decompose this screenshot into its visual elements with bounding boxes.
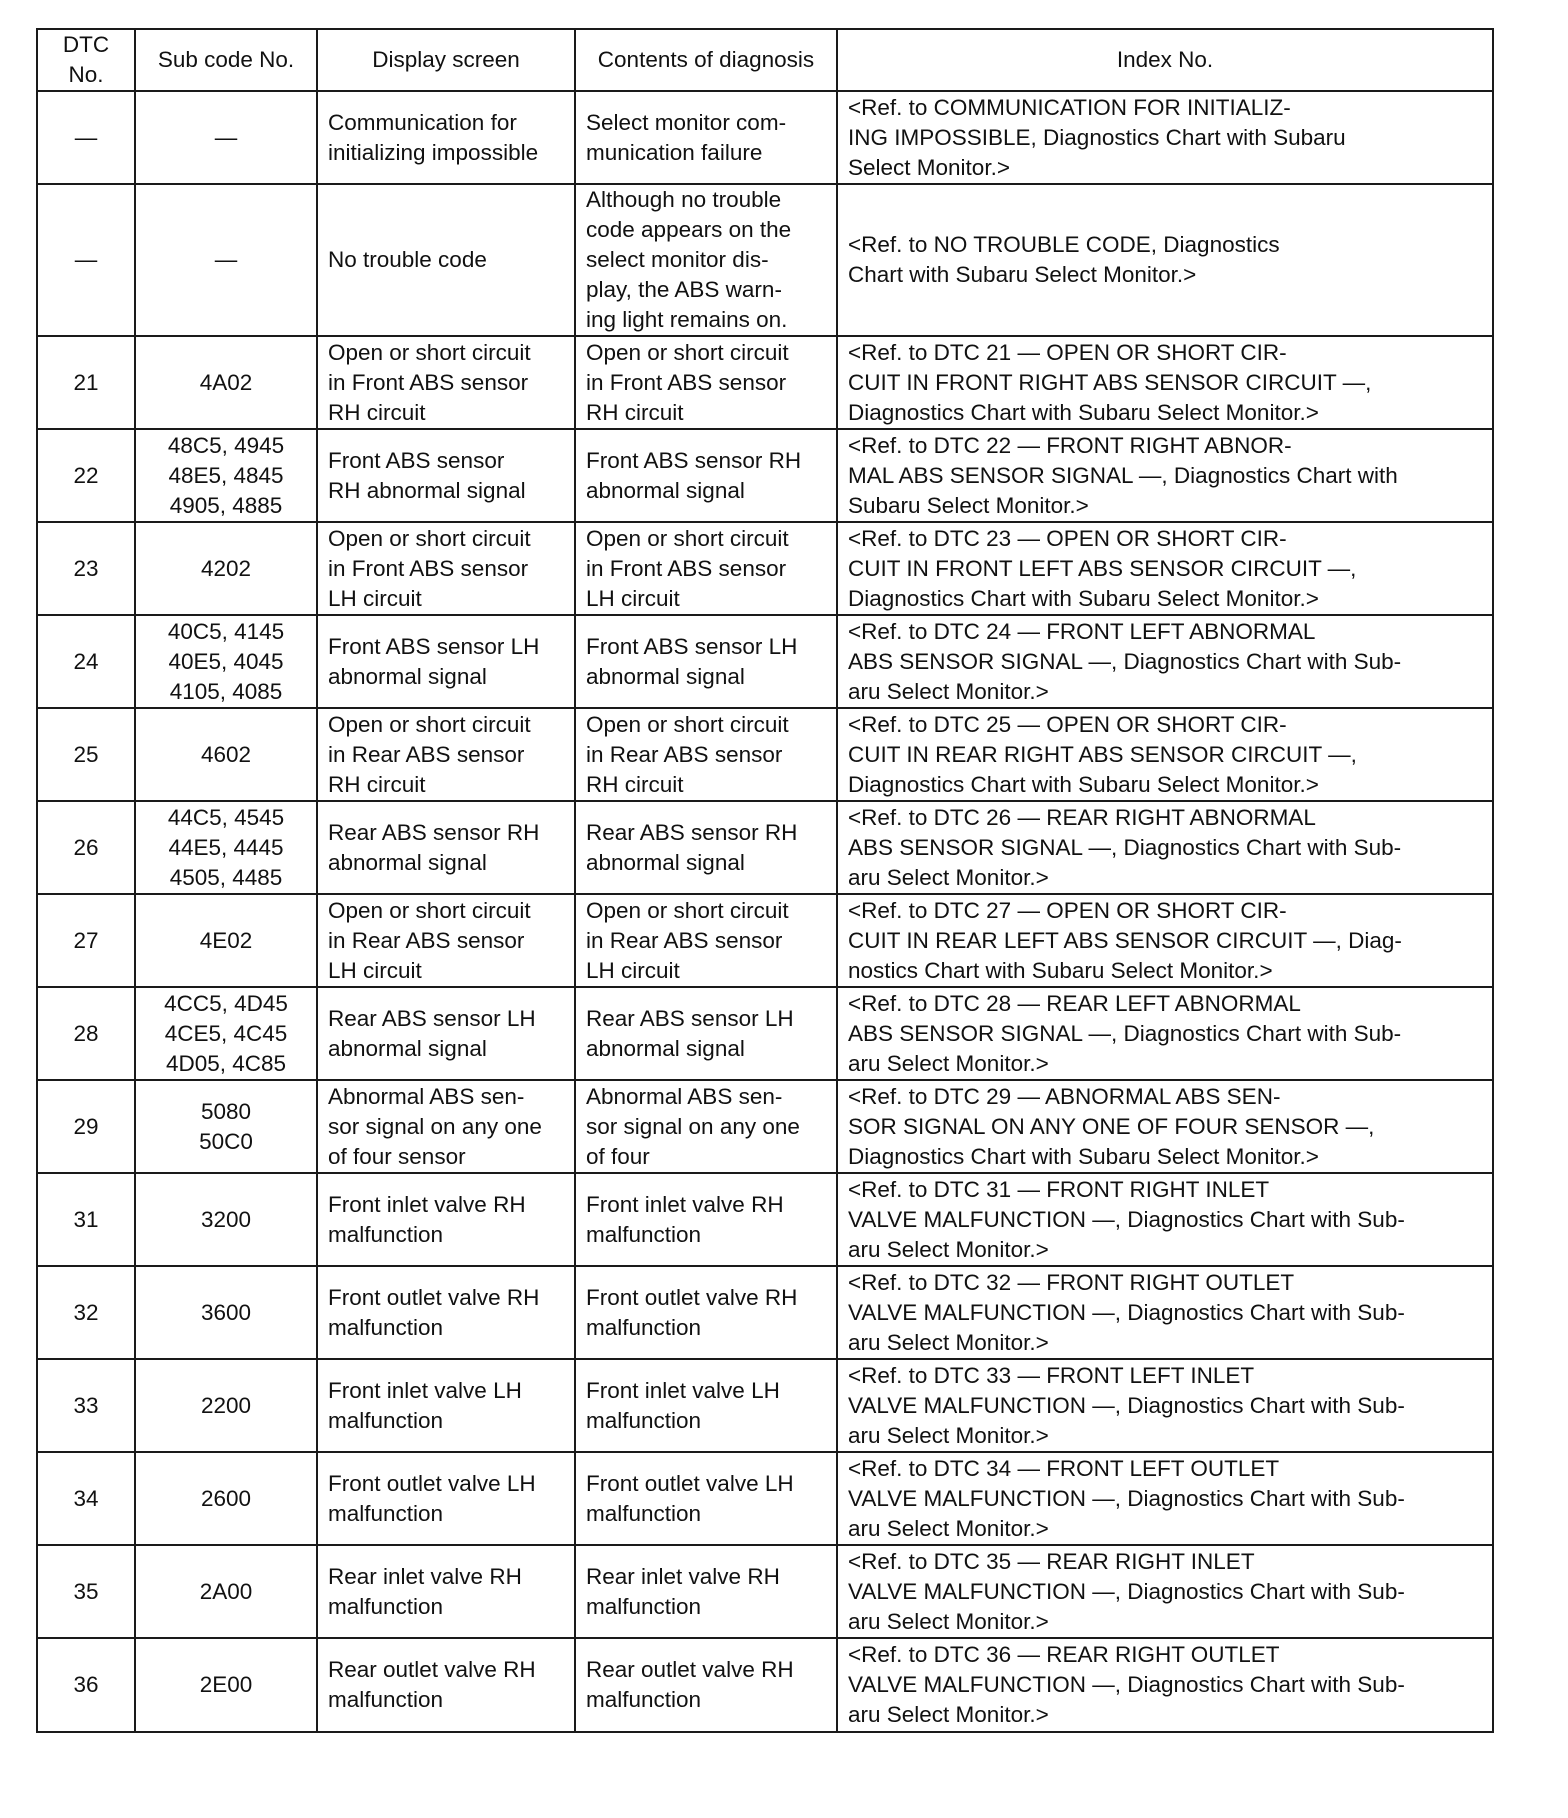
index-ref-cell: <Ref. to NO TROUBLE CODE, Diagnostics Chart with Subaru Select Monitor.> (837, 184, 1493, 336)
sub-code-cell: 4602 (135, 708, 317, 801)
dtc-no-cell: 27 (37, 894, 135, 987)
index-ref-cell: <Ref. to DTC 25 — OPEN OR SHORT CIR- CUIT IN REAR RIGHT ABS SENSOR CIRCUIT —, Diagnostics Chart with Subaru Select Monitor.> (837, 708, 1493, 801)
display-screen-cell: Open or short circuit in Front ABS sensor LH circuit (317, 522, 575, 615)
display-screen-cell: Rear inlet valve RH malfunction (317, 1545, 575, 1638)
diagnosis-cell: Front outlet valve RH malfunction (575, 1266, 837, 1359)
sub-code-cell: 3600 (135, 1266, 317, 1359)
table-row (37, 1638, 1493, 1732)
sub-code-cell: — (135, 184, 317, 336)
display-screen-cell: Abnormal ABS sen- sor signal on any one of four sensor (317, 1080, 575, 1173)
index-ref-cell: <Ref. to DTC 26 — REAR RIGHT ABNORMAL ABS SENSOR SIGNAL —, Diagnostics Chart with Sub- aru Select Monitor.> (837, 801, 1493, 894)
table-row (37, 1359, 1493, 1452)
display-screen-cell: Open or short circuit in Rear ABS sensor LH circuit (317, 894, 575, 987)
diagnosis-cell: Although no trouble code appears on the select monitor dis- play, the ABS warn- ing light remains on. (575, 184, 837, 336)
dtc-no-cell: — (37, 184, 135, 336)
table-row (37, 1080, 1493, 1173)
diagnosis-cell: Rear inlet valve RH malfunction (575, 1545, 837, 1638)
sub-code-cell: 4CC5, 4D45 4CE5, 4C45 4D05, 4C85 (135, 987, 317, 1080)
index-ref-cell: <Ref. to DTC 21 — OPEN OR SHORT CIR- CUIT IN FRONT RIGHT ABS SENSOR CIRCUIT —, Diagnostics Chart with Subaru Select Monitor.> (837, 336, 1493, 429)
table-row (37, 708, 1493, 801)
dtc-no-cell: 22 (37, 429, 135, 522)
display-screen-cell: Rear ABS sensor RH abnormal signal (317, 801, 575, 894)
index-ref-cell: <Ref. to DTC 33 — FRONT LEFT INLET VALVE MALFUNCTION —, Diagnostics Chart with Sub- aru Select Monitor.> (837, 1359, 1493, 1452)
diagnosis-cell: Rear ABS sensor RH abnormal signal (575, 801, 837, 894)
table-row (37, 336, 1493, 429)
sub-code-cell: 4A02 (135, 336, 317, 429)
dtc-table (36, 28, 1494, 1733)
index-ref-cell: <Ref. to COMMUNICATION FOR INITIALIZ- ING IMPOSSIBLE, Diagnostics Chart with Subaru Select Monitor.> (837, 91, 1493, 184)
display-screen-cell: Open or short circuit in Rear ABS sensor RH circuit (317, 708, 575, 801)
index-ref-cell: <Ref. to DTC 34 — FRONT LEFT OUTLET VALVE MALFUNCTION —, Diagnostics Chart with Sub- aru Select Monitor.> (837, 1452, 1493, 1545)
sub-code-cell: 2A00 (135, 1545, 317, 1638)
dtc-no-cell: 24 (37, 615, 135, 708)
table-row (37, 615, 1493, 708)
sub-code-cell: 5080 50C0 (135, 1080, 317, 1173)
table-row (37, 894, 1493, 987)
display-screen-cell: Front ABS sensor RH abnormal signal (317, 429, 575, 522)
header-dtc-no: DTC No. (37, 29, 135, 91)
sub-code-cell: — (135, 91, 317, 184)
sub-code-cell: 4E02 (135, 894, 317, 987)
table-row (37, 91, 1493, 184)
dtc-document (36, 28, 1492, 1733)
table-row (37, 1173, 1493, 1266)
diagnosis-cell: Abnormal ABS sen- sor signal on any one of four (575, 1080, 837, 1173)
dtc-no-cell: 25 (37, 708, 135, 801)
header-sub-code-no: Sub code No. (135, 29, 317, 91)
index-ref-cell: <Ref. to DTC 22 — FRONT RIGHT ABNOR- MAL ABS SENSOR SIGNAL —, Diagnostics Chart with Subaru Select Monitor.> (837, 429, 1493, 522)
display-screen-cell: Front outlet valve RH malfunction (317, 1266, 575, 1359)
sub-code-cell: 48C5, 4945 48E5, 4845 4905, 4885 (135, 429, 317, 522)
index-ref-cell: <Ref. to DTC 32 — FRONT RIGHT OUTLET VALVE MALFUNCTION —, Diagnostics Chart with Sub- aru Select Monitor.> (837, 1266, 1493, 1359)
index-ref-cell: <Ref. to DTC 28 — REAR LEFT ABNORMAL ABS SENSOR SIGNAL —, Diagnostics Chart with Sub- aru Select Monitor.> (837, 987, 1493, 1080)
sub-code-cell: 2E00 (135, 1638, 317, 1732)
diagnosis-cell: Open or short circuit in Front ABS sensor RH circuit (575, 336, 837, 429)
sub-code-cell: 2600 (135, 1452, 317, 1545)
table-row (37, 1545, 1493, 1638)
header-display-screen: Display screen (317, 29, 575, 91)
diagnosis-cell: Rear outlet valve RH malfunction (575, 1638, 837, 1732)
diagnosis-cell: Front outlet valve LH malfunction (575, 1452, 837, 1545)
table-row (37, 987, 1493, 1080)
table-row (37, 429, 1493, 522)
sub-code-cell: 2200 (135, 1359, 317, 1452)
diagnosis-cell: Front inlet valve RH malfunction (575, 1173, 837, 1266)
diagnosis-cell: Front ABS sensor LH abnormal signal (575, 615, 837, 708)
index-ref-cell: <Ref. to DTC 29 — ABNORMAL ABS SEN- SOR SIGNAL ON ANY ONE OF FOUR SENSOR —, Diagnostics Chart with Subaru Select Monitor.> (837, 1080, 1493, 1173)
dtc-no-cell: 36 (37, 1638, 135, 1732)
dtc-no-cell: 31 (37, 1173, 135, 1266)
sub-code-cell: 44C5, 4545 44E5, 4445 4505, 4485 (135, 801, 317, 894)
index-ref-cell: <Ref. to DTC 24 — FRONT LEFT ABNORMAL ABS SENSOR SIGNAL —, Diagnostics Chart with Sub- aru Select Monitor.> (837, 615, 1493, 708)
display-screen-cell: Front ABS sensor LH abnormal signal (317, 615, 575, 708)
diagnosis-cell: Front ABS sensor RH abnormal signal (575, 429, 837, 522)
display-screen-cell: Open or short circuit in Front ABS sensor RH circuit (317, 336, 575, 429)
sub-code-cell: 40C5, 4145 40E5, 4045 4105, 4085 (135, 615, 317, 708)
table-row (37, 184, 1493, 336)
display-screen-cell: Front inlet valve LH malfunction (317, 1359, 575, 1452)
diagnosis-cell: Front inlet valve LH malfunction (575, 1359, 837, 1452)
dtc-no-cell: — (37, 91, 135, 184)
index-ref-cell: <Ref. to DTC 27 — OPEN OR SHORT CIR- CUIT IN REAR LEFT ABS SENSOR CIRCUIT —, Diag- nostics Chart with Subaru Select Monitor.> (837, 894, 1493, 987)
index-ref-cell: <Ref. to DTC 35 — REAR RIGHT INLET VALVE MALFUNCTION —, Diagnostics Chart with Sub- aru Select Monitor.> (837, 1545, 1493, 1638)
dtc-no-cell: 32 (37, 1266, 135, 1359)
diagnosis-cell: Open or short circuit in Rear ABS sensor LH circuit (575, 894, 837, 987)
dtc-no-cell: 29 (37, 1080, 135, 1173)
dtc-no-cell: 28 (37, 987, 135, 1080)
diagnosis-cell: Open or short circuit in Front ABS sensor LH circuit (575, 522, 837, 615)
dtc-no-cell: 34 (37, 1452, 135, 1545)
index-ref-cell: <Ref. to DTC 31 — FRONT RIGHT INLET VALVE MALFUNCTION —, Diagnostics Chart with Sub- aru Select Monitor.> (837, 1173, 1493, 1266)
table-row (37, 801, 1493, 894)
sub-code-cell: 4202 (135, 522, 317, 615)
header-row (37, 29, 1493, 91)
table-row (37, 1266, 1493, 1359)
sub-code-cell: 3200 (135, 1173, 317, 1266)
dtc-no-cell: 33 (37, 1359, 135, 1452)
display-screen-cell: Rear outlet valve RH malfunction (317, 1638, 575, 1732)
header-contents-of-diagnosis: Contents of diagnosis (575, 29, 837, 91)
dtc-no-cell: 23 (37, 522, 135, 615)
dtc-no-cell: 26 (37, 801, 135, 894)
table-row (37, 522, 1493, 615)
index-ref-cell: <Ref. to DTC 36 — REAR RIGHT OUTLET VALVE MALFUNCTION —, Diagnostics Chart with Sub- aru Select Monitor.> (837, 1638, 1493, 1732)
dtc-no-cell: 35 (37, 1545, 135, 1638)
dtc-no-cell: 21 (37, 336, 135, 429)
display-screen-cell: Front outlet valve LH malfunction (317, 1452, 575, 1545)
display-screen-cell: Communication for initializing impossible (317, 91, 575, 184)
display-screen-cell: Rear ABS sensor LH abnormal signal (317, 987, 575, 1080)
display-screen-cell: No trouble code (317, 184, 575, 336)
diagnosis-cell: Rear ABS sensor LH abnormal signal (575, 987, 837, 1080)
index-ref-cell: <Ref. to DTC 23 — OPEN OR SHORT CIR- CUIT IN FRONT LEFT ABS SENSOR CIRCUIT —, Diagnostics Chart with Subaru Select Monitor.> (837, 522, 1493, 615)
diagnosis-cell: Open or short circuit in Rear ABS sensor RH circuit (575, 708, 837, 801)
display-screen-cell: Front inlet valve RH malfunction (317, 1173, 575, 1266)
table-row (37, 1452, 1493, 1545)
header-index-no: Index No. (837, 29, 1493, 91)
diagnosis-cell: Select monitor com- munication failure (575, 91, 837, 184)
